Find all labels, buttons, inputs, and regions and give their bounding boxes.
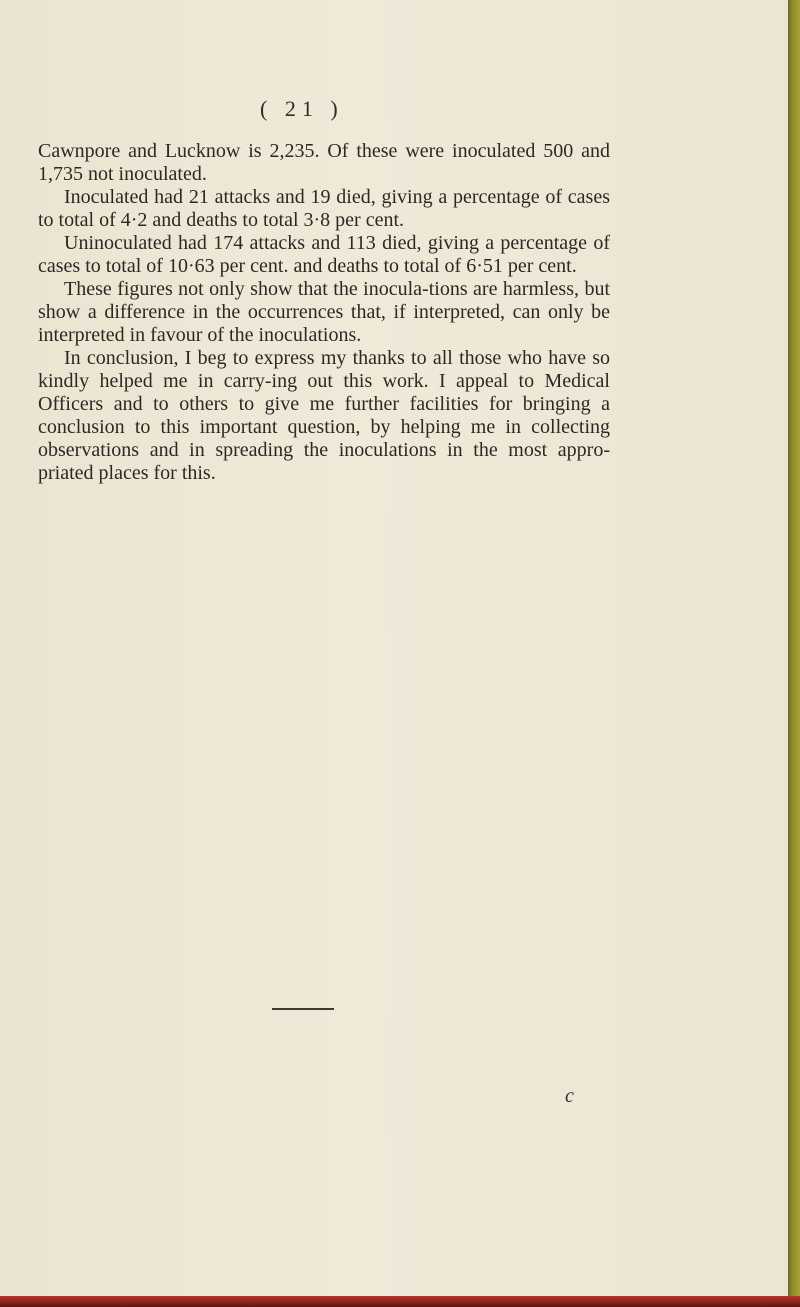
body-text <box>38 140 610 485</box>
section-divider <box>272 1008 334 1010</box>
book-edge-bottom <box>0 1296 800 1307</box>
paragraph-2: Inoculated had 21 attacks and 19 died, giving a percentage of cases to total of 4·2 and deaths to total 3·8 per cent. <box>38 186 610 231</box>
paragraph-5: In conclusion, I beg to express my thanks to all those who have so kindly helped me in carry-ing out this work. I appeal to Medical Officers and to others to give me further facilities for bringing a conclusion to this important question, by helping me in collecting observations and in spreading the inoculations in the most appro-priated places for this. <box>38 347 610 484</box>
signature-mark: c <box>565 1085 574 1107</box>
paragraph-4: These figures not only show that the inocula-tions are harmless, but show a difference in the occurrences that, if interpreted, can only be interpreted in favour of the inoculations. <box>38 278 610 346</box>
page-number: ( 21 ) <box>260 96 344 121</box>
paragraph-1: Cawnpore and Lucknow is 2,235. Of these were inoculated 500 and 1,735 not inoculated. <box>38 140 610 185</box>
paragraph-3: Uninoculated had 174 attacks and 113 died, giving a percentage of cases to total of 10·63 per cent. and deaths to total of 6·51 per cent. <box>38 232 610 277</box>
book-edge-right <box>788 0 800 1307</box>
